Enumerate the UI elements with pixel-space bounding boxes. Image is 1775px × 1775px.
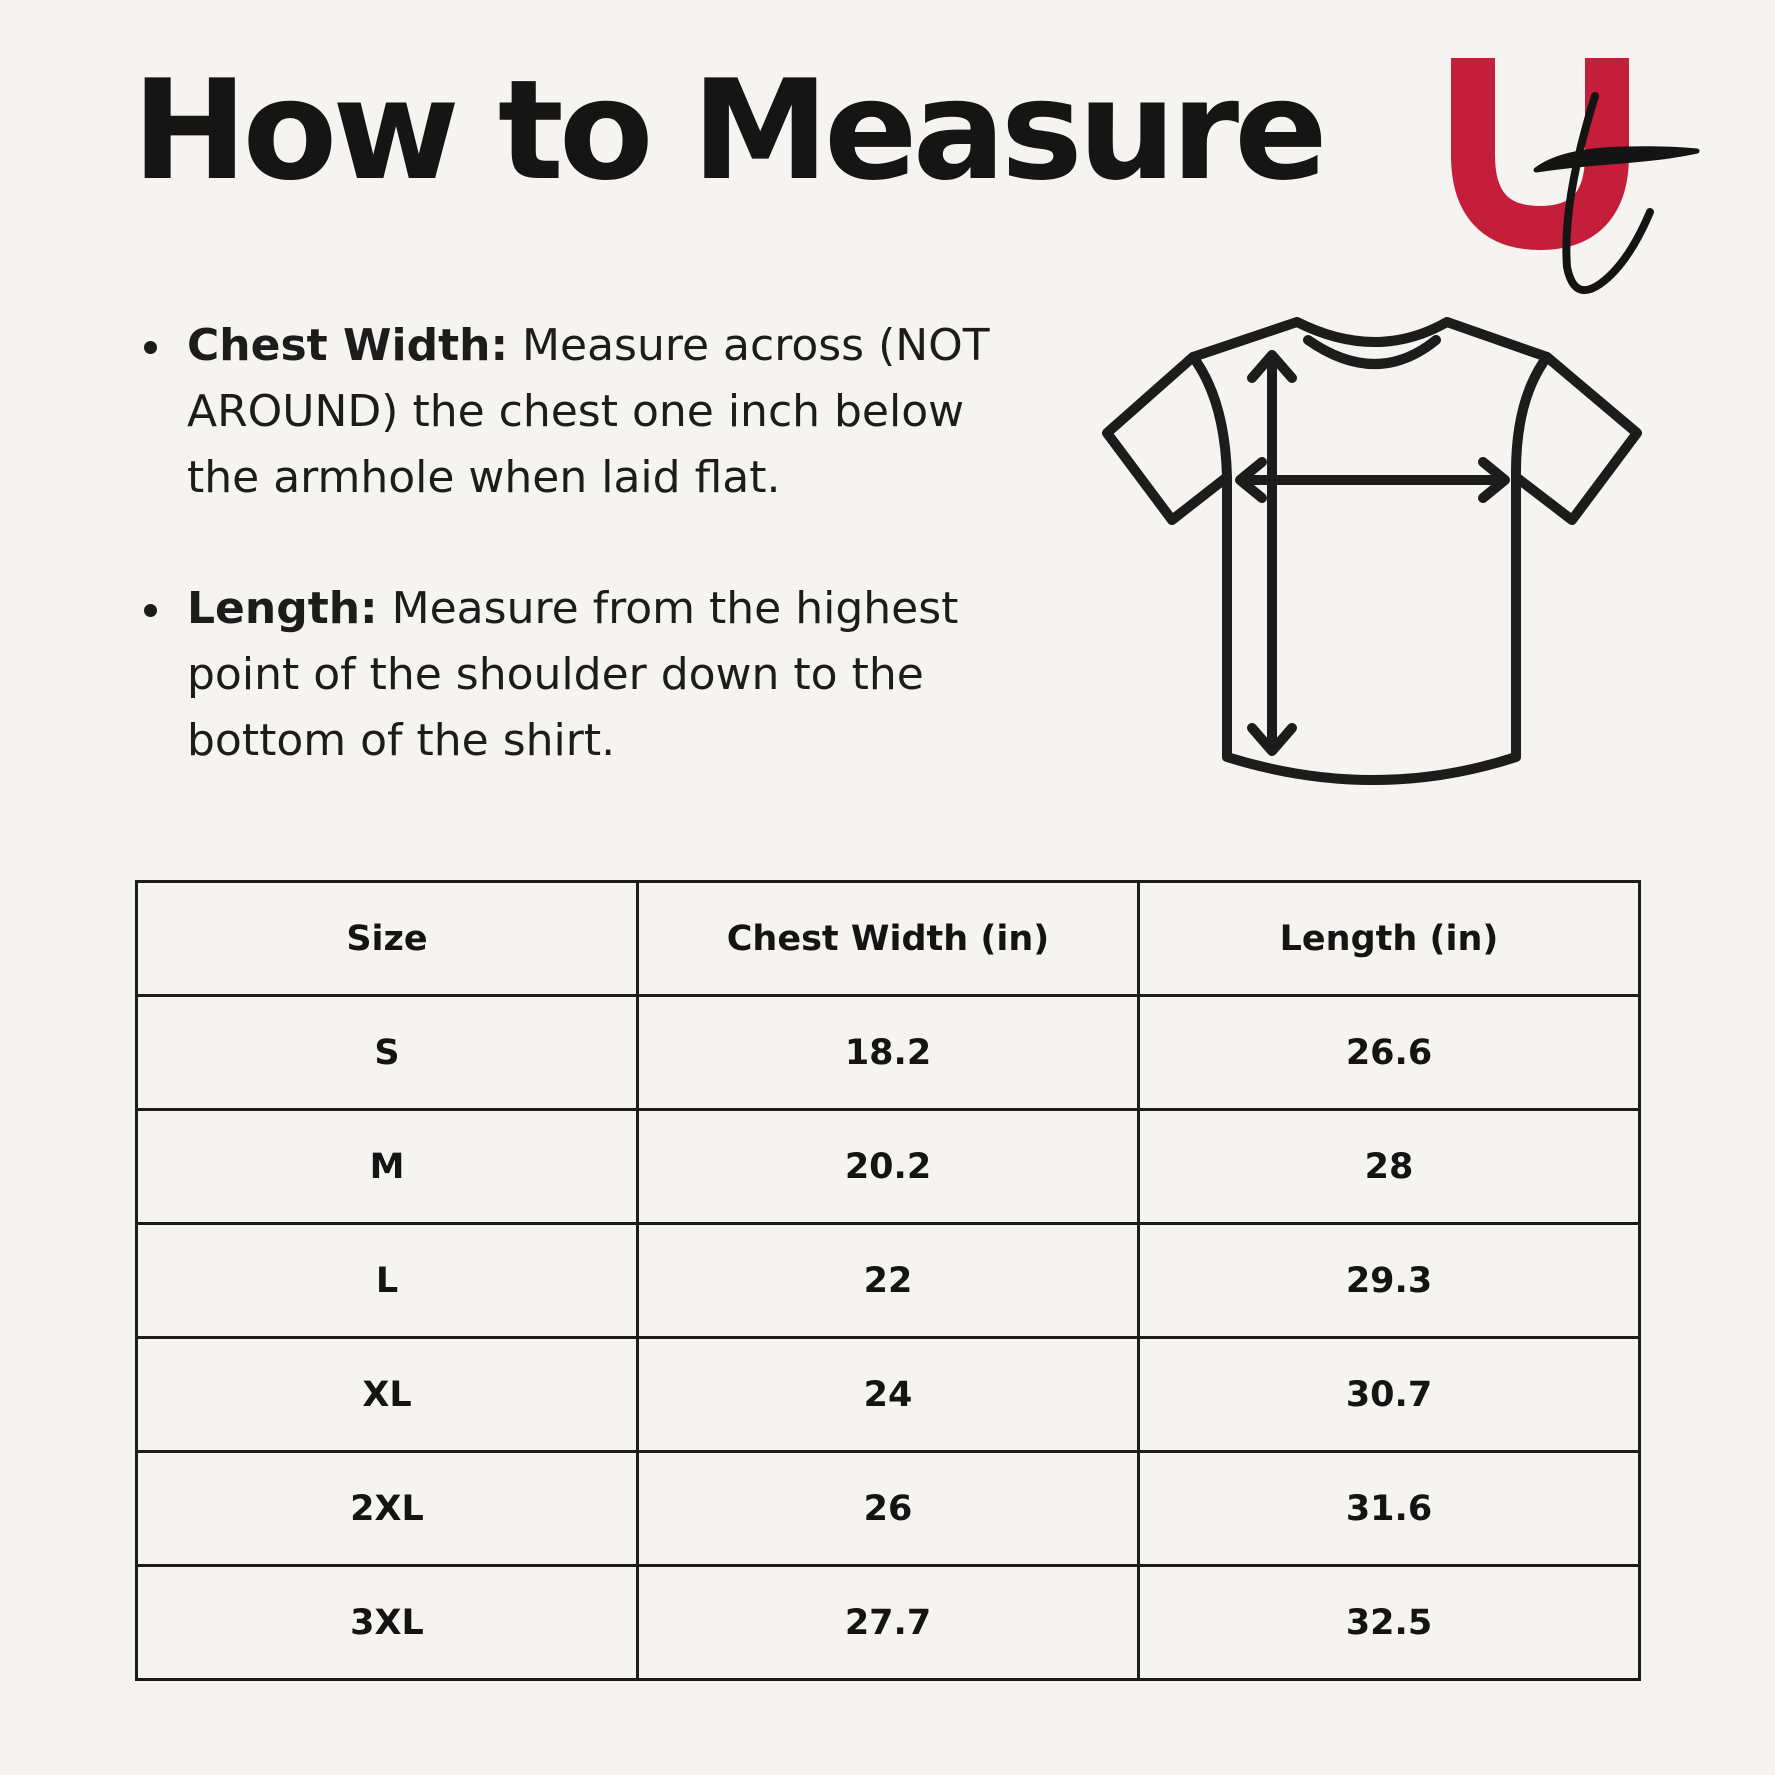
instruction-text: Measure across (NOT AROUND) the chest one inch below the armhole when laid flat. [187,320,990,503]
table-header-row [137,882,1640,996]
instruction-text: Measure from the highest point of the shoulder down to the bottom of the shirt. [187,583,959,766]
chest-width-cell: 18.2 [638,996,1139,1110]
length-cell: 30.7 [1139,1338,1640,1452]
header-size: Size [137,882,638,996]
table-row [137,996,1640,1110]
size-chart-table [135,880,1641,1681]
size-cell: S [137,996,638,1110]
length-cell: 32.5 [1139,1566,1640,1680]
table-row [137,1452,1640,1566]
chest-width-cell: 24 [638,1338,1139,1452]
size-cell: L [137,1224,638,1338]
size-cell: 2XL [137,1452,638,1566]
length-cell: 29.3 [1139,1224,1640,1338]
header-length: Length (in) [1139,882,1640,996]
size-cell: M [137,1110,638,1224]
instruction-length [144,576,1044,774]
instruction-term: Chest Width: [187,320,509,371]
brand-logo-icon [1450,52,1710,322]
table-row [137,1338,1640,1452]
chest-width-cell: 22 [638,1224,1139,1338]
table-row [137,1566,1640,1680]
chest-width-cell: 27.7 [638,1566,1139,1680]
instruction-chest-width [144,313,1044,511]
length-cell: 28 [1139,1110,1640,1224]
chest-width-cell: 26 [638,1452,1139,1566]
chest-width-cell: 20.2 [638,1110,1139,1224]
instruction-term: Length: [187,583,378,634]
table-row [137,1110,1640,1224]
length-cell: 26.6 [1139,996,1640,1110]
measure-instructions [144,313,1044,839]
size-cell: 3XL [137,1566,638,1680]
size-cell: XL [137,1338,638,1452]
page-title: How to Measure [132,50,1323,211]
tshirt-measure-icon [1095,310,1655,800]
table-row [137,1224,1640,1338]
header-chest-width: Chest Width (in) [638,882,1139,996]
length-cell: 31.6 [1139,1452,1640,1566]
